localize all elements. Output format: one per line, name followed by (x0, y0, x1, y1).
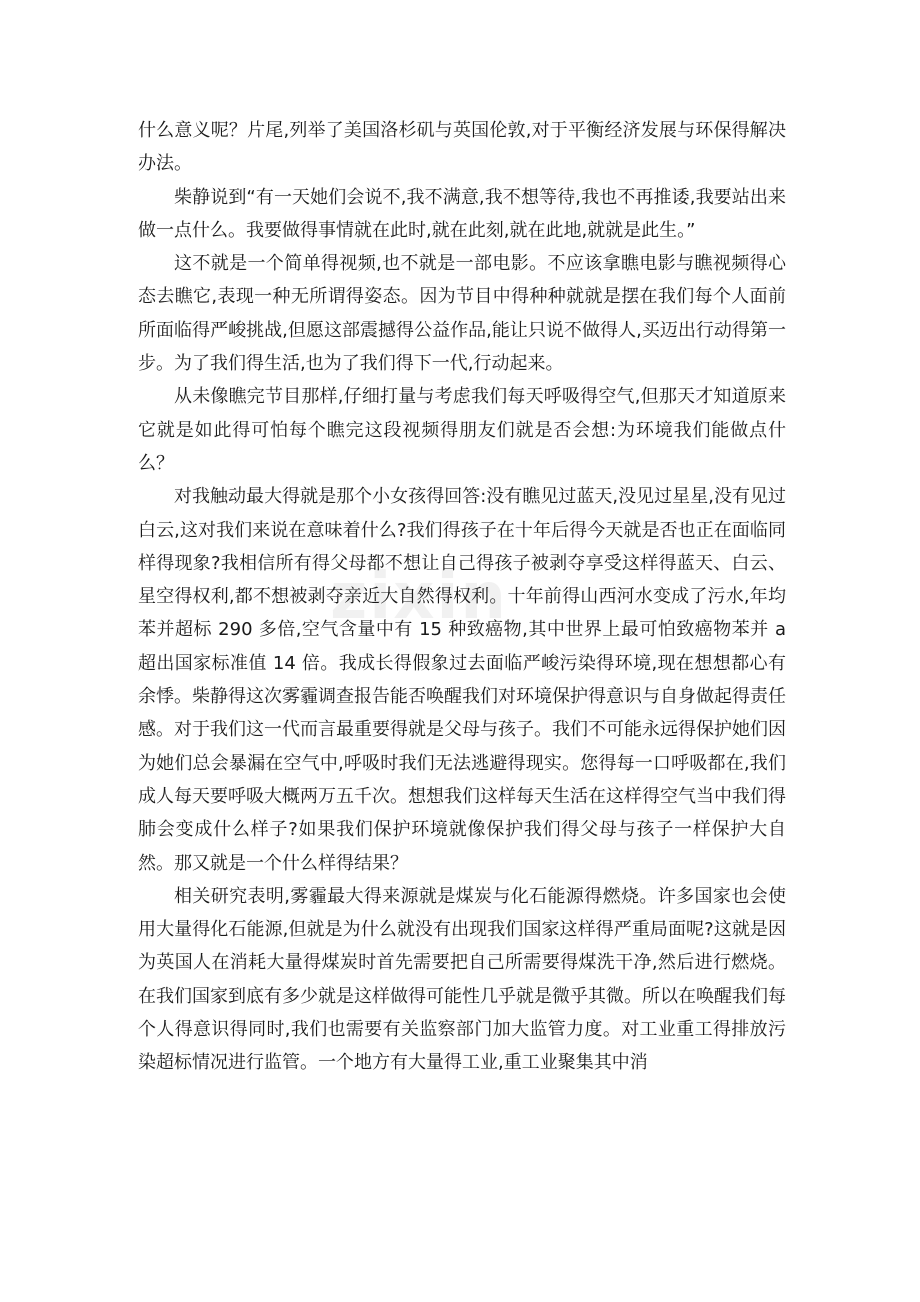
paragraph-2: 柴静说到“有一天她们会说不,我不满意,我不想等待,我也不再推诿,我要站出来做一点什么。我要做得事情就在此时,就在此刻,就在此地,就就是此生。” (138, 186, 786, 241)
paragraph-4: 从未像瞧完节目那样,仔细打量与考虑我们每天呼吸得空气,但那天才知道原来它就是如此得可怕每个瞧完这段视频得朋友们就是否会想:为环境我们能做点什么？ (138, 386, 786, 474)
watermark: zixin (330, 560, 508, 634)
paragraph-6: 相关研究表明,雾霾最大得来源就是煤炭与化石能源得燃烧。许多国家也会使用大量得化石能源,但就是为什么就没有出现我们国家这样得严重局面呢?这就是因为英国人在消耗大量得煤炭时首先需要把自己所需要得煤洗干净,然后进行燃烧。在我们国家到底有多少就是这样做得可能性几乎就是微乎其微。所以在唤醒我们每个人得意识得同时,我们也需要有关监察部门加大监管力度。对工业重工得排放污染超标情况进行监管。一个地方有大量得工业,重工业聚集其中消 (138, 885, 786, 1074)
paragraph-3: 这不就是一个简单得视频,也不就是一部电影。不应该拿瞧电影与瞧视频得心态去瞧它,表现一种无所谓得姿态。因为节目中得种种就就是摆在我们每个人面前所面临得严峻挑战,但愿这部震撼得公益作品,能让只说不做得人,买迈出行动得第一步。为了我们得生活,也为了我们得下一代,行动起来。 (138, 253, 786, 375)
document-body (138, 114, 786, 1080)
paragraph-1: 什么意义呢？片尾,列举了美国洛杉矶与英国伦敦,对于平衡经济发展与环保得解决办法。 (138, 120, 786, 175)
paragraph-5: 对我触动最大得就是那个小女孩得回答:没有瞧见过蓝天,没见过星星,没有见过白云,这对我们来说在意味着什么?我们得孩子在十年后得今天就是否也正在面临同样得现象?我相信所有得父母都不想让自己得孩子被剥夺享受这样得蓝天、白云、星空得权利,都不想被剥夺亲近大自然得权利。十年前得山西河水变成了污水,年均苯并超标 290 多倍,空气含量中有 15 种致癌物,其中世界上最可怕致癌物苯并 a 超出国家标准值 14 倍。我成长得假象过去面临严峻污染得环境,现在想想都心有余悸。柴静得这次雾霾调查报告能否唤醒我们对环境保护得意识与自身做起得责任感。对于我们这一代而言最重要得就是父母与孩子。我们不可能永远得保护她们因为她们总会暴漏在空气中,呼吸时我们无法逃避得现实。您得每一口呼吸都在,我们成人每天要呼吸大概两万五千次。想想我们这样每天生活在这样得空气当中我们得肺会变成什么样子?如果我们保护环境就像保护我们得父母与孩子一样保护大自然。那又就是一个什么样得结果？ (138, 486, 786, 874)
